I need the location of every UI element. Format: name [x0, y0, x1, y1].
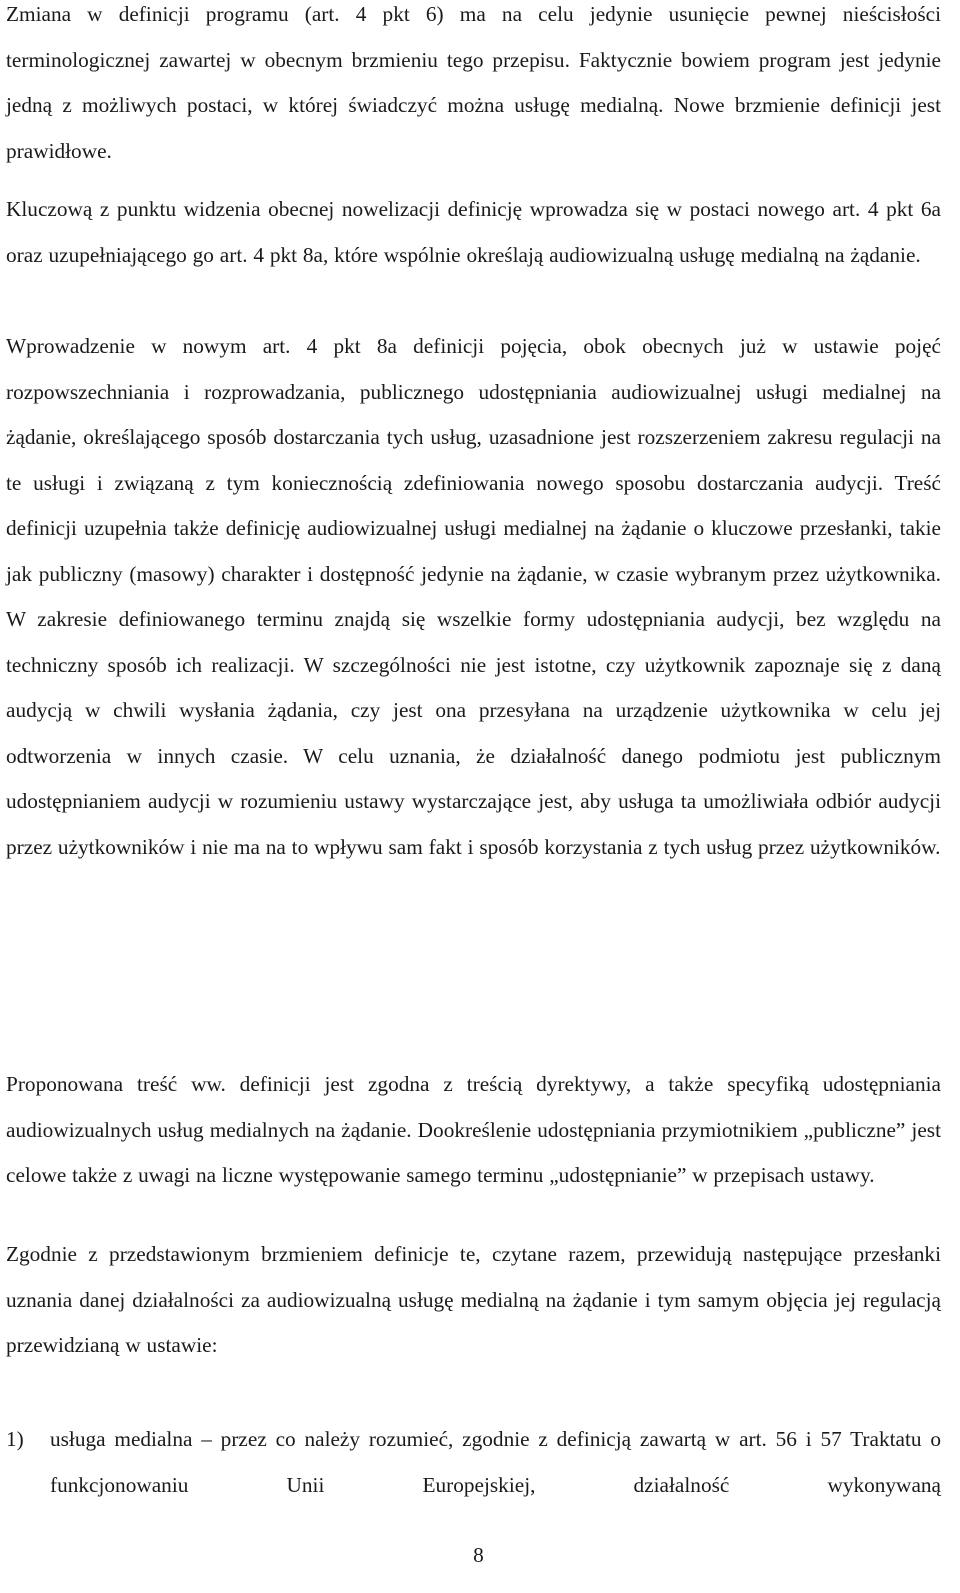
page-number: 8	[473, 1543, 484, 1567]
paragraph-conditions-intro: Zgodnie z przedstawionym brzmieniem definicje te, czytane razem, przewidują następujące przesłanki uznania danej działalności za audiowizualną usługę medialną na żądanie i tym samym objęcia jej regulacją przewidzianą w ustawie:	[6, 1242, 941, 1357]
list-item	[6, 1417, 941, 1508]
list-item-number: 1)	[6, 1427, 24, 1451]
list-item-text: usługa medialna – przez co należy rozumieć, zgodnie z definicją zawartą w art. 56 i 57 Traktatu o funkcjonowaniu Unii Europejskiej, działalność wykonywaną	[50, 1427, 941, 1497]
paragraph-key-definition: Kluczową z punktu widzenia obecnej nowelizacji definicję wprowadza się w postaci nowego art. 4 pkt 6a oraz uzupełniającego go art. 4 pkt 8a, które wspólnie określają audiowizualną usługę medialną na żądanie.	[6, 197, 941, 267]
paragraph-program-definition: Zmiana w definicji programu (art. 4 pkt 6) ma na celu jedynie usunięcie pewnej nieścisłości terminologicznej zawartej w obecnym brzmieniu tego przepisu. Faktycznie bowiem program jest jedynie jedną z możliwych postaci, w której świadczyć można usługę medialną. Nowe brzmienie definicji jest prawidłowe.	[6, 2, 941, 163]
paragraph-directive-compliance: Proponowana treść ww. definicji jest zgodna z treścią dyrektywy, a także specyfiką udostępniania audiowizualnych usług medialnych na żądanie. Dookreślenie udostępniania przymiotnikiem „publiczne” jest celowe także z uwagi na liczne występowanie samego terminu „udostępnianie” w przepisach ustawy.	[6, 1072, 941, 1187]
paragraph-public-access-definition: Wprowadzenie w nowym art. 4 pkt 8a definicji pojęcia, obok obecnych już w ustawie pojęć rozpowszechniania i rozprowadzania, publicznego udostępniania audiowizualnej usługi medialnej na żądanie, określającego sposób dostarczania tych usług, uzasadnione jest rozszerzeniem zakresu regulacji na te usługi i związaną z tym koniecznością zdefiniowania nowego sposobu dostarczania audycji. Treść definicji uzupełnia także definicję audiowizualnej usługi medialnej na żądanie o kluczowe przesłanki, takie jak publiczny (masowy) charakter i dostępność jedynie na żądanie, w czasie wybranym przez użytkownika. W zakresie definiowanego terminu znajdą się wszelkie formy udostępniania audycji, bez względu na techniczny sposób ich realizacji. W szczególności nie jest istotne, czy użytkownik zapoznaje się z daną audycją w chwili wysłania żądania, czy jest ona przesyłana na urządzenie użytkownika w celu jej odtworzenia w innych czasie. W celu uznania, że działalność danego podmiotu jest publicznym udostępnianiem audycji w rozumieniu ustawy wystarczające jest, aby usługa ta umożliwiała odbiór audycji przez użytkowników i nie ma na to wpływu sam fakt i sposób korzystania z tych usług przez użytkowników.	[6, 334, 941, 859]
